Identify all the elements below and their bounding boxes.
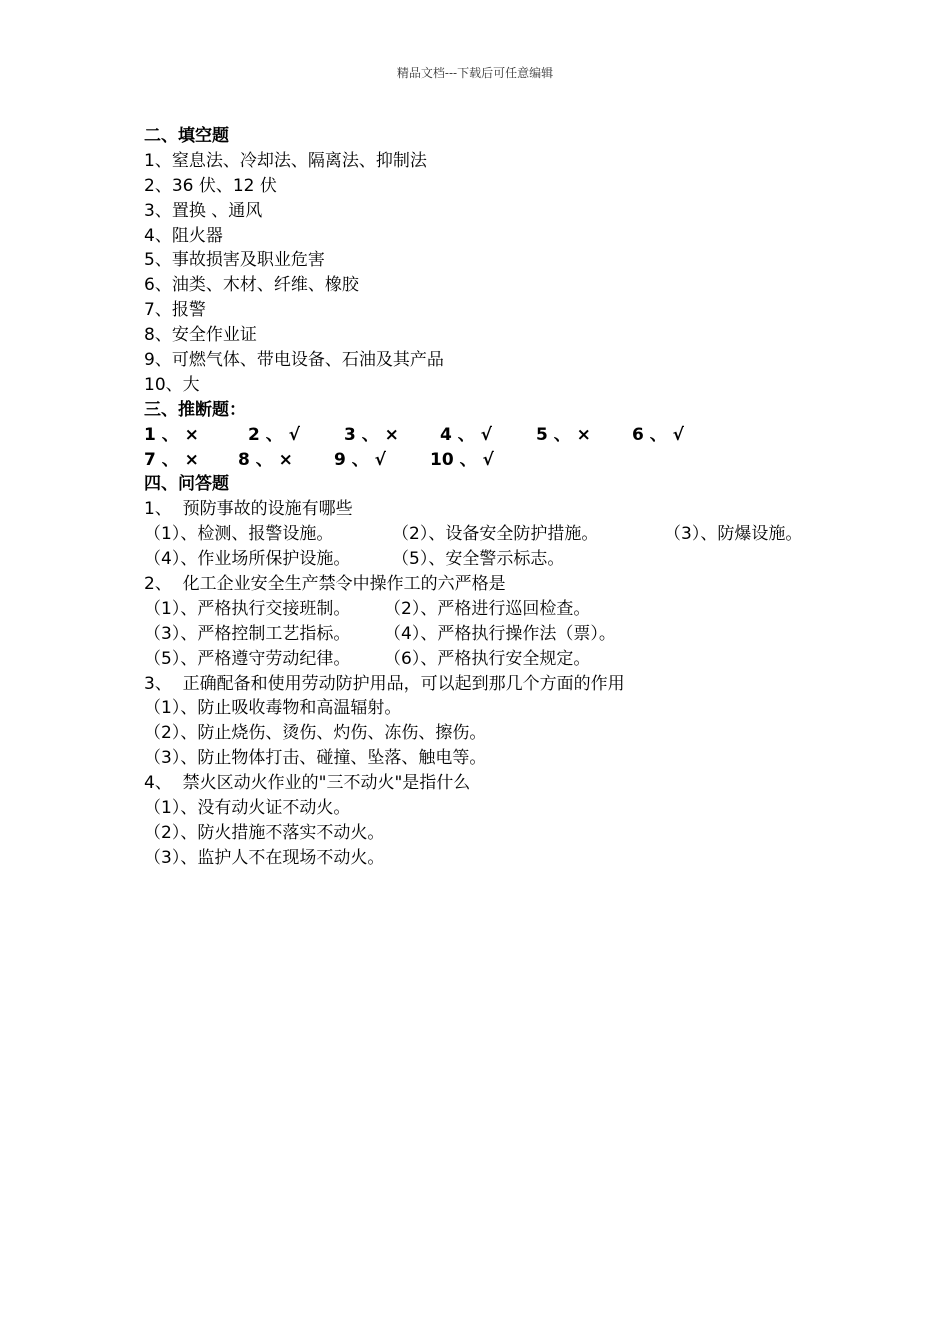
answer-item: （1）、检测、报警设施。 — [144, 524, 334, 545]
answer-item: （1）、严格执行交接班制。 — [144, 598, 351, 619]
section-title-judge: 三、推断题： — [144, 399, 246, 420]
judge-answer: 5 、 × — [536, 424, 591, 445]
answer-item: （5）、严格遵守劳动纪律。 — [144, 648, 351, 669]
fill-item: 9、可燃气体、带电设备、石油及其产品 — [144, 350, 444, 371]
fill-item: 1、窒息法、冷却法、隔离法、抑制法 — [144, 150, 427, 171]
judge-answer: 2 、 √ — [248, 424, 301, 445]
fill-item: 7、报警 — [144, 300, 206, 321]
answer-item: （3）、防止物体打击、碰撞、坠落、触电等。 — [144, 748, 487, 769]
answer-item: （3）、防爆设施。 — [664, 524, 803, 545]
section-title-qa: 四、问答题 — [144, 474, 229, 495]
answer-item: （4）、作业场所保护设施。 — [144, 549, 351, 570]
judge-answer: 10 、 √ — [430, 449, 494, 470]
answer-row — [144, 597, 844, 622]
document-body — [144, 124, 844, 871]
answer-item: （2）、防火措施不落实不动火。 — [144, 822, 385, 843]
answer-item: （2）、设备安全防护措施。 — [392, 524, 599, 545]
fill-item: 6、油类、木材、纤维、橡胶 — [144, 275, 359, 296]
fill-item: 2、36 伏、12 伏 — [144, 175, 277, 196]
fill-item: 3、置换 、通风 — [144, 200, 263, 221]
question-4: 4、 禁火区动火作业的"三不动火"是指什么 — [144, 773, 471, 794]
answer-item: （3）、监护人不在现场不动火。 — [144, 847, 385, 868]
judge-answer: 1 、 × — [144, 424, 199, 445]
judge-row-1 — [144, 423, 844, 448]
judge-answer: 8 、 × — [238, 449, 293, 470]
answer-row — [144, 647, 844, 672]
judge-answer: 9 、 √ — [334, 449, 387, 470]
answer-item: （2）、严格进行巡回检查。 — [384, 598, 591, 619]
answer-item: （6）、严格执行安全规定。 — [384, 648, 591, 669]
fill-item: 10、大 — [144, 374, 200, 395]
answer-item: （2）、防止烧伤、烫伤、灼伤、冻伤、擦伤。 — [144, 723, 487, 744]
judge-answer: 4 、 √ — [440, 424, 493, 445]
section-title-fill: 二、填空题 — [144, 126, 229, 146]
answer-item: （1）、防止吸收毒物和高温辐射。 — [144, 698, 402, 719]
fill-item: 8、安全作业证 — [144, 325, 257, 346]
question-1: 1、 预防事故的设施有哪些 — [144, 499, 353, 520]
question-3: 3、 正确配备和使用劳动防护用品，可以起到那几个方面的作用 — [144, 673, 625, 694]
judge-answer: 3 、 × — [344, 424, 399, 445]
page-header: 精品文档---下载后可任意编辑 — [396, 66, 554, 80]
question-2: 2、 化工企业安全生产禁令中操作工的六严格是 — [144, 574, 506, 595]
fill-item: 4、阻火器 — [144, 225, 223, 246]
judge-row-2 — [144, 448, 844, 473]
judge-answer: 6 、 √ — [632, 424, 685, 445]
answer-item: （3）、严格控制工艺指标。 — [144, 623, 351, 644]
answer-row — [144, 622, 844, 647]
answer-item: （5）、安全警示标志。 — [392, 549, 565, 570]
answer-item: （1）、没有动火证不动火。 — [144, 798, 351, 819]
judge-answer: 7 、 × — [144, 449, 199, 470]
fill-item: 5、事故损害及职业危害 — [144, 250, 325, 271]
answer-row — [144, 547, 844, 572]
answer-item: （4）、严格执行操作法（票）。 — [384, 623, 616, 644]
answer-row — [144, 522, 844, 547]
